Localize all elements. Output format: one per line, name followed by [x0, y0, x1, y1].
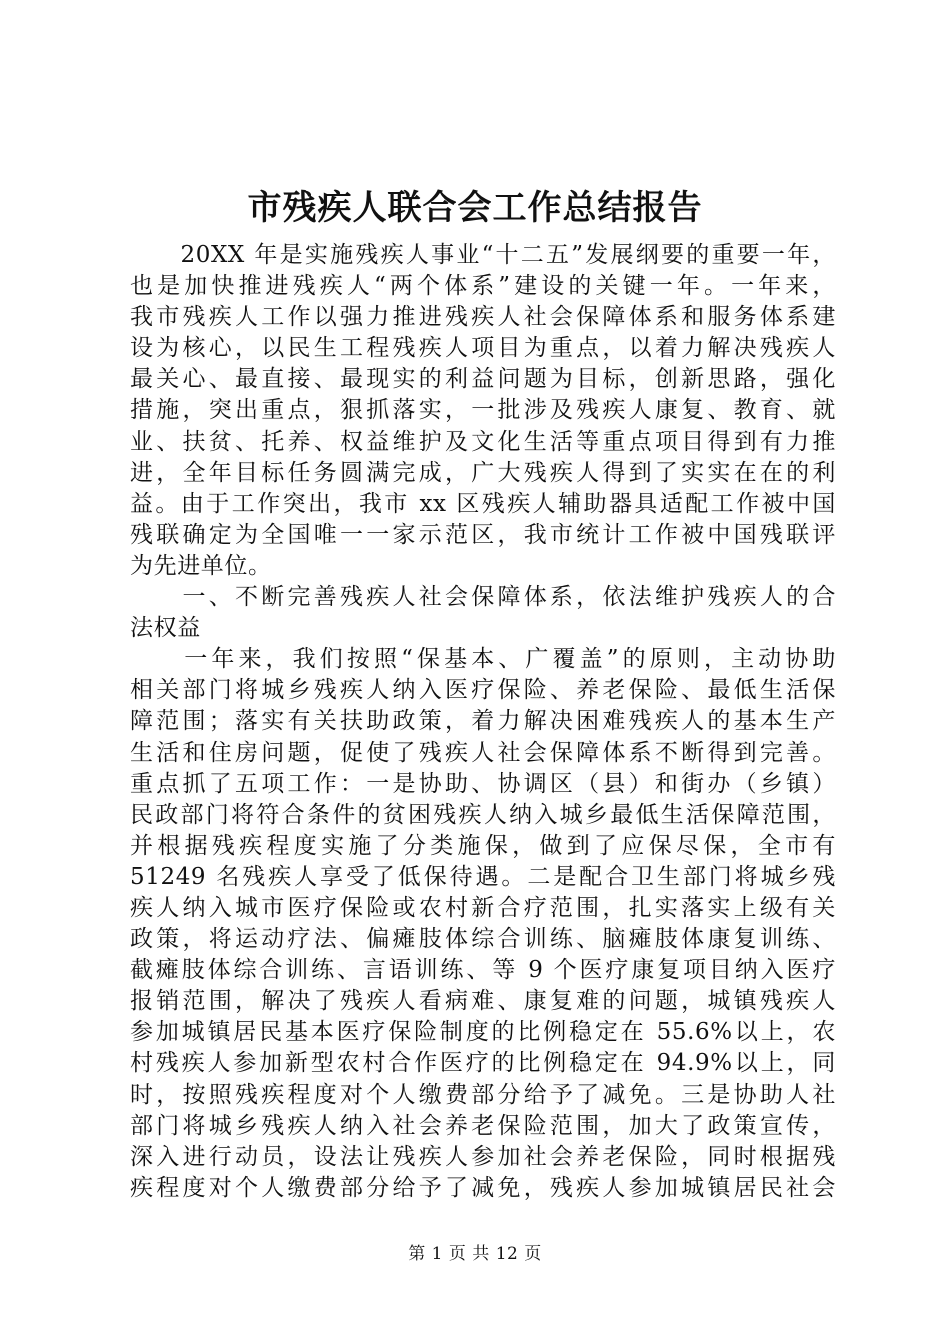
body-line: 部门将城乡残疾人纳入社会养老保险范围，加大了政策宣传，	[130, 1112, 836, 1139]
page-number-footer: 第 1 页 共 12 页	[408, 1244, 542, 1264]
body-line: 也是加快推进残疾人“两个体系”建设的关键一年。一年来，	[130, 273, 836, 300]
section-heading-line: 法权益	[130, 615, 201, 642]
body-line: 参加城镇居民基本医疗保险制度的比例稳定在 55.6%以上，农	[130, 1019, 836, 1046]
body-line: 政策，将运动疗法、偏瘫肢体综合训练、脑瘫肢体康复训练、	[130, 926, 836, 953]
body-line: 业、扶贫、托养、权益维护及文化生活等重点项目得到有力推	[130, 428, 836, 455]
section-heading-line: 一、不断完善残疾人社会保障体系，依法维护残疾人的合	[130, 584, 836, 611]
document-body	[130, 240, 836, 1204]
body-line: 残联确定为全国唯一一家示范区，我市统计工作被中国残联评	[130, 521, 836, 548]
body-line: 截瘫肢体综合训练、言语训练、等 9 个医疗康复项目纳入医疗	[130, 957, 836, 984]
body-line: 民政部门将符合条件的贫困残疾人纳入城乡最低生活保障范围，	[130, 801, 836, 828]
document-title: 市残疾人联合会工作总结报告	[247, 188, 703, 228]
body-line: 村残疾人参加新型农村合作医疗的比例稳定在 94.9%以上，同	[130, 1050, 836, 1077]
body-line: 报销范围，解决了残疾人看病难、康复难的问题，城镇残疾人	[130, 988, 836, 1015]
body-line: 障范围；落实有关扶助政策，着力解决困难残疾人的基本生产	[130, 708, 836, 735]
body-line: 疾人纳入城市医疗保险或农村新合疗范围，扎实落实上级有关	[130, 894, 836, 921]
body-line: 深入进行动员，设法让残疾人参加社会养老保险，同时根据残	[130, 1143, 836, 1170]
body-line: 进，全年目标任务圆满完成，广大残疾人得到了实实在在的利	[130, 459, 836, 486]
body-line: 一年来，我们按照“保基本、广覆盖”的原则，主动协助	[130, 646, 836, 673]
body-line: 生活和住房问题，促使了残疾人社会保障体系不断得到完善。	[130, 739, 836, 766]
body-line: 并根据残疾程度实施了分类施保，做到了应保尽保，全市有	[130, 832, 836, 859]
body-line: 为先进单位。	[130, 552, 272, 579]
body-line: 重点抓了五项工作：一是协助、协调区（县）和街办（乡镇）	[130, 770, 836, 797]
body-line: 相关部门将城乡残疾人纳入医疗保险、养老保险、最低生活保	[130, 677, 836, 704]
body-line: 最关心、最直接、最现实的利益问题为目标，创新思路，强化	[130, 366, 836, 393]
body-line: 时，按照残疾程度对个人缴费部分给予了减免。三是协助人社	[130, 1081, 836, 1108]
body-line: 我市残疾人工作以强力推进残疾人社会保障体系和服务体系建	[130, 304, 836, 331]
body-line: 益。由于工作突出，我市 xx 区残疾人辅助器具适配工作被中国	[130, 490, 836, 517]
body-line: 措施，突出重点，狠抓落实，一批涉及残疾人康复、教育、就	[130, 397, 836, 424]
body-line: 51249 名残疾人享受了低保待遇。二是配合卫生部门将城乡残	[130, 863, 836, 890]
body-line: 疾程度对个人缴费部分给予了减免，残疾人参加城镇居民社会	[130, 1174, 836, 1201]
body-line: 设为核心，以民生工程残疾人项目为重点，以着力解决残疾人	[130, 335, 836, 362]
body-line: 20XX 年是实施残疾人事业“十二五”发展纲要的重要一年，	[130, 242, 836, 268]
